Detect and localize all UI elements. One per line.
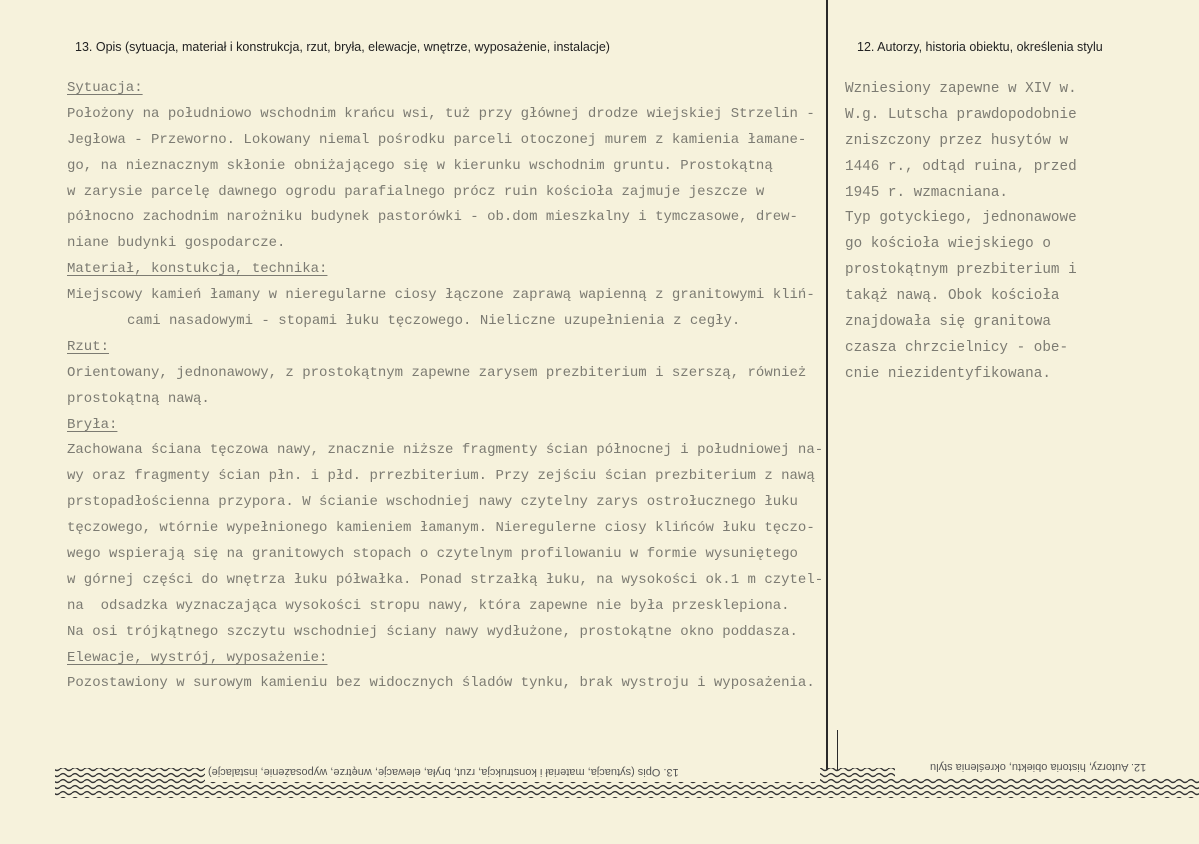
text-line: Wzniesiony zapewne w XIV w. bbox=[845, 81, 1077, 97]
text-line: prostokątnym prezbiterium i bbox=[845, 262, 1077, 279]
text-line: Na osi trójkątnego szczytu wschodniej ściany nawy wydłużone, prostokątne okno poddasza. bbox=[67, 623, 798, 640]
column-divider bbox=[826, 0, 828, 770]
text-line: 1945 r. wzmacniana. bbox=[845, 184, 1009, 201]
text-line: 1446 r., odtąd ruina, przed bbox=[845, 158, 1077, 175]
text-line: niane budynki gospodarcze. bbox=[67, 235, 286, 252]
text-line: Pozostawiony w surowym kamieniu bez widocznych śladów tynku, brak wystroju i wyposażenia. bbox=[67, 675, 815, 692]
text-line: północno zachodnim narożniku budynek pastorówki - ob.dom mieszkalny i tymczasowe, drew- bbox=[67, 209, 798, 226]
section-13-header: 13. Opis (sytuacja, materiał i konstrukcja, rzut, bryła, elewacje, wnętrze, wyposażenie, instalacje) bbox=[75, 40, 610, 54]
text-line: Położony na południowo wschodnim krańcu wsi, tuż przy głównej drodze wiejskiej Strzelin - bbox=[67, 105, 815, 122]
text-line: na odsadzka wyznaczająca wysokości stropu nawy, która zapewne nie była przesklepiona. bbox=[67, 597, 790, 614]
history-column bbox=[845, 77, 1077, 388]
text-line: Zachowana ściana tęczowa nawy, znacznie niższe fragmenty ścian północnej i południowej na- bbox=[67, 442, 824, 459]
text-line: cnie niezidentyfikowana. bbox=[845, 365, 1051, 382]
text-line: Miejscowy kamień łamany w nieregularne ciosy łączone zaprawą wapienną z granitowymi kliń- bbox=[67, 287, 815, 304]
text-line: go, na nieznacznym skłonie obniżającego się w kierunku wschodnim gruntu. Prostokątną bbox=[67, 157, 773, 174]
text-line: prstopadłościenna przypora. W ścianie wschodniej nawy czytelny zarys ostrołucznego łuku bbox=[67, 494, 798, 511]
mirrored-header-right: 12. Autorzy, historia obiektu, określenia stylu bbox=[930, 761, 1147, 773]
text-line: czasza chrzcielnicy - obe- bbox=[845, 339, 1069, 356]
text-line: znajdowała się granitowa bbox=[845, 314, 1051, 331]
text-line: Orientowany, jednonawowy, z prostokątnym zapewne zarysem prezbiterium i szerszą, również bbox=[67, 364, 807, 381]
text-line: Typ gotyckiego, jednonawowe bbox=[845, 210, 1077, 227]
heading-elevations: Elewacje, wystrój, wyposażenie: bbox=[67, 649, 328, 666]
mirrored-header-left: 13. Opis (sytuacja, materiał i konstrukcja, rzut, bryła, elewacje, wnętrze, wyposażenie, instalacje) bbox=[208, 766, 679, 778]
heading-body: Bryła: bbox=[67, 416, 118, 433]
description-column bbox=[67, 76, 823, 697]
text-line: w zarysie parcelę dawnego ogrodu parafialnego prócz ruin kościoła zajmuje jeszcze w bbox=[67, 183, 765, 200]
heading-situation: Sytuacja: bbox=[67, 80, 143, 96]
text-line: W.g. Lutscha prawdopodobnie bbox=[845, 106, 1077, 123]
heading-plan: Rzut: bbox=[67, 338, 110, 355]
text-line: prostokątną nawą. bbox=[67, 390, 210, 407]
text-line: Jegłowa - Przeworno. Lokowany niemal pośrodku parceli otoczonej murem z kamienia łamane- bbox=[67, 131, 807, 148]
heading-material: Materiał, konstukcja, technika: bbox=[67, 261, 328, 278]
text-line: wego wspierają się na granitowych stopach o czytelnym profilowaniu w formie wysuniętego bbox=[67, 546, 798, 563]
section-12-header: 12. Autorzy, historia obiektu, określenia stylu bbox=[857, 40, 1103, 54]
text-line: wy oraz fragmenty ścian płn. i płd. prrezbiterium. Przy zejściu ścian prezbiterium z nawą bbox=[67, 468, 815, 485]
text-line: tęczowego, wtórnie wypełnionego kamieniem łamanym. Nieregulerne ciosy klińców łuku tęczo- bbox=[67, 520, 815, 537]
text-line: go kościoła wiejskiego o bbox=[845, 236, 1051, 253]
text-line: cami nasadowymi - stopami łuku tęczowego. Nieliczne uzupełnienia z cegły. bbox=[127, 313, 741, 330]
text-line: zniszczony przez husytów w bbox=[845, 132, 1069, 149]
text-line: takąż nawą. Obok kościoła bbox=[845, 288, 1060, 305]
text-line: w górnej części do wnętrza łuku półwałka. Ponad strzałką łuku, na wysokości ok.1 m czytel- bbox=[67, 571, 824, 588]
